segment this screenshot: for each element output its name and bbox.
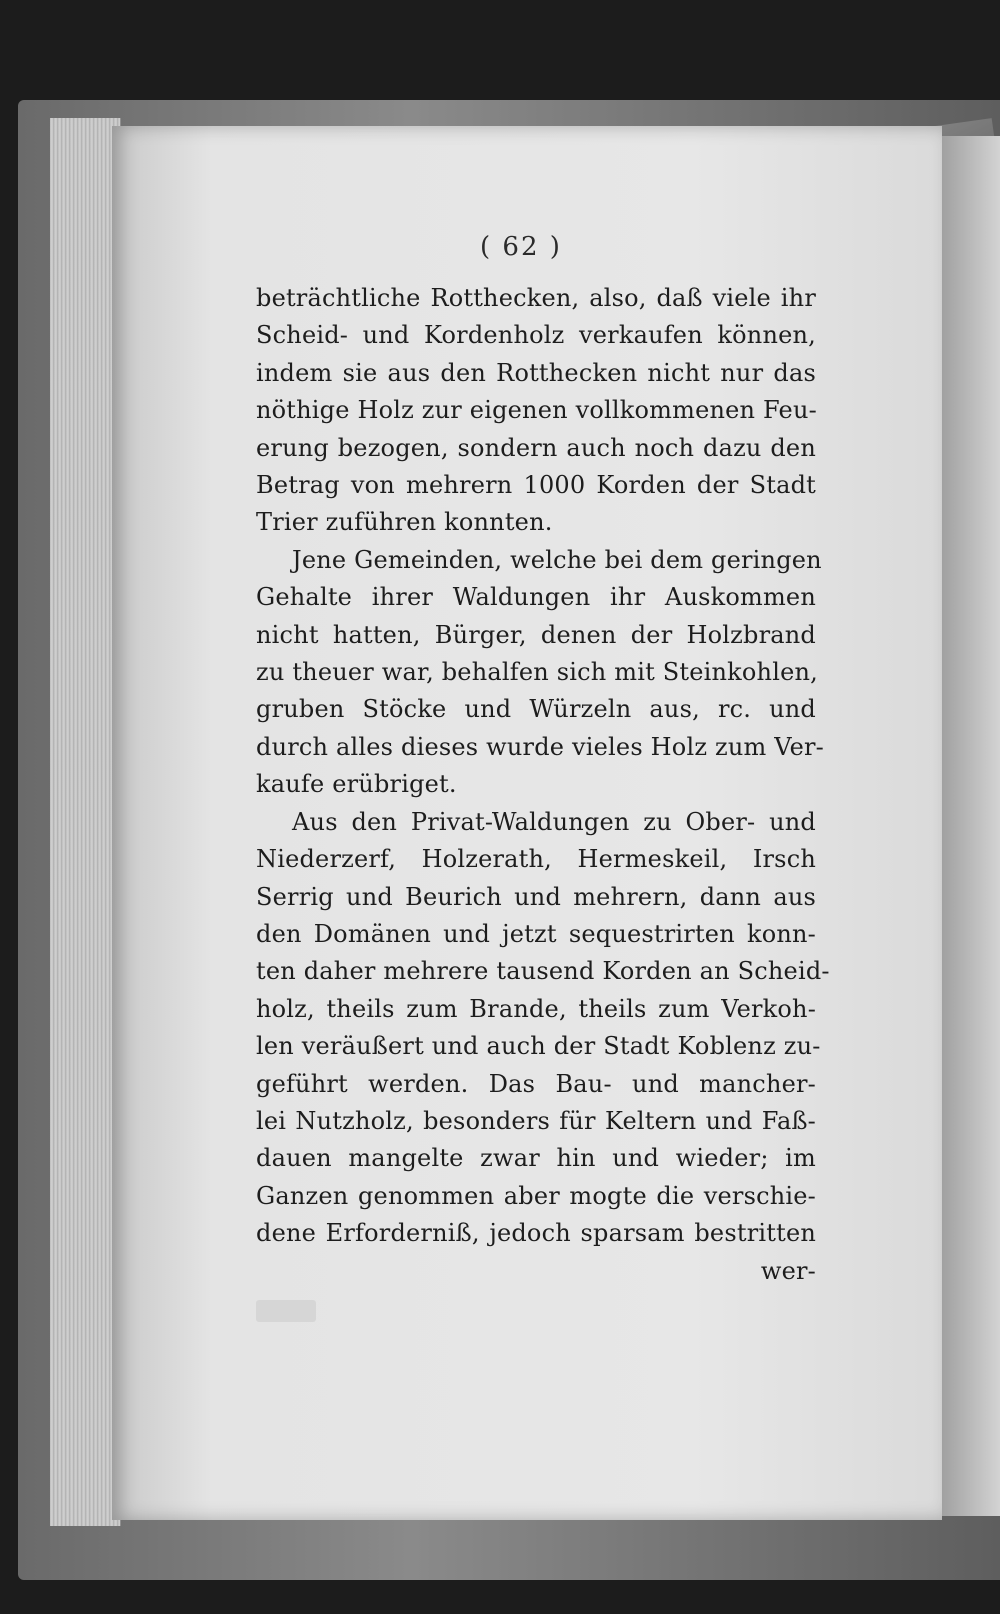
text-line: zu theuer war, behalfen sich mit Steinkohlen, [256,658,818,687]
text-line: Aus den Privat-Waldungen zu Ober- und [292,807,816,836]
text-line: Ganzen genommen aber mogte die verschie- [256,1181,816,1210]
text-line: Trier zuführen konnten. [256,508,553,537]
text-line: Gehalte ihrer Waldungen ihr Auskommen [256,583,816,612]
ink-bleed-mark [256,1300,316,1322]
text-line: kaufe erübriget. [256,770,457,799]
text-line: Niederzerf, Holzerath, Hermeskeil, Irsch [256,845,816,874]
page-body-text [256,280,830,1290]
text-line: Betrag von mehrern 1000 Korden der Stadt [256,471,816,500]
text-line: dauen mangelte zwar hin und wieder; im [256,1144,816,1173]
text-line: Serrig und Beurich und mehrern, dann aus [256,882,816,911]
facing-page-edge [936,136,1000,1516]
text-line: geführt werden. Das Bau- und mancher- [256,1069,816,1098]
text-line: Scheid- und Kordenholz verkaufen können, [256,321,816,350]
text-line: nöthige Holz zur eigenen vollkommenen Feu- [256,396,817,425]
text-line: gruben Stöcke und Würzeln aus, rc. und [256,695,816,724]
text-line: holz, theils zum Brande, theils zum Verkoh- [256,994,816,1023]
text-line: durch alles dieses wurde vieles Holz zum Ver- [256,732,824,761]
text-line: len veräußert und auch der Stadt Koblenz zu- [256,1032,821,1061]
text-line: nicht hatten, Bürger, denen der Holzbrand [256,620,816,649]
page-edges [50,118,121,1526]
text-line: ten daher mehrere tausend Korden an Scheid- [256,957,830,986]
text-line: Jene Gemeinden, welche bei dem geringen [292,545,822,574]
text-line: indem sie aus den Rotthecken nicht nur das [256,358,816,387]
text-line: dene Erforderniß, jedoch sparsam bestritten [256,1219,816,1248]
text-line: erung bezogen, sondern auch noch dazu den [256,433,816,462]
catchword: wer- [760,1256,816,1285]
text-line: den Domänen und jetzt sequestrirten konn- [256,919,816,948]
page-number: ( 62 ) [480,232,562,262]
text-line: beträchtliche Rotthecken, also, daß viele ihr [256,284,816,312]
text-line: lei Nutzholz, besonders für Keltern und Faß- [256,1106,816,1135]
